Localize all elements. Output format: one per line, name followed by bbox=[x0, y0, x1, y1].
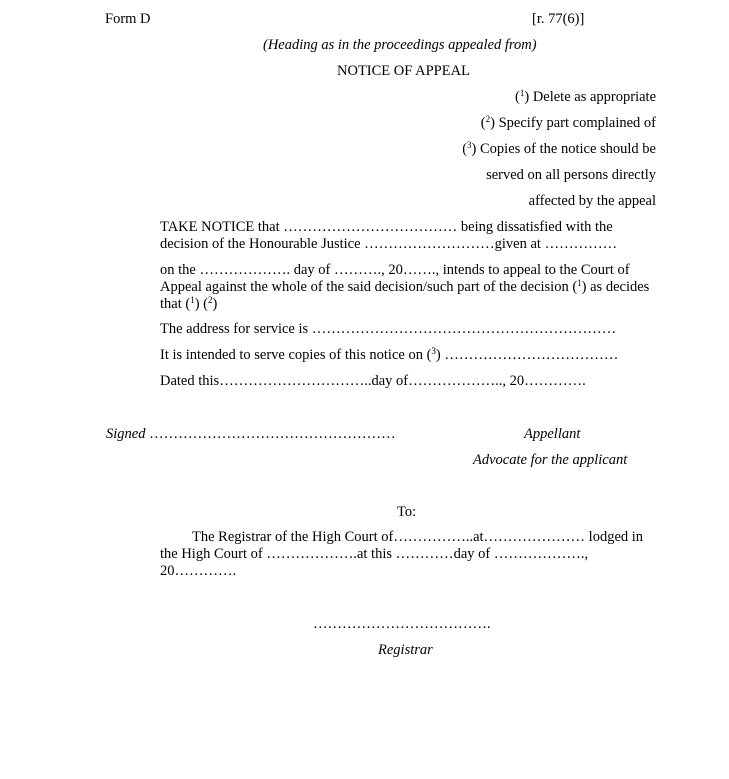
note-2-text: Specify part complained of bbox=[498, 115, 656, 131]
registrar-signature-dots: ………………………………. bbox=[313, 616, 491, 632]
rule-reference: [r. 77(6)] bbox=[532, 11, 585, 27]
address-for-service-line: The address for service is ……………………………………………………… bbox=[160, 321, 617, 337]
heading-note: (Heading as in the proceedings appealed from) bbox=[263, 37, 537, 53]
note-3-line-1: Copies of the notice should be bbox=[480, 141, 656, 157]
footnote-ref: 2 bbox=[208, 295, 213, 305]
margin-note-2: ($^2$) Specify part complained of bbox=[480, 114, 656, 131]
note-1-text: Delete as appropriate bbox=[532, 89, 656, 105]
intent-paragraph: on the ………………. day of ………., 20……., intends to appeal to the Court of Appeal against the whole of the said decision/such part of the decision ($^1$) as decides that ($^1$) ($^2$) bbox=[160, 262, 650, 312]
note-3-line-2: served on all persons directly bbox=[486, 167, 656, 183]
footnote-ref: 3 bbox=[431, 346, 436, 356]
signed-line bbox=[106, 426, 396, 443]
dated-line: Dated this…………………………..day of……………….., 20…………. bbox=[160, 373, 586, 389]
registrar-paragraph: The Registrar of the High Court of……………..at………………… lodged in the High Court of ……………….at this …………day of ………………., 20…………. bbox=[160, 529, 644, 579]
to-label: To: bbox=[397, 504, 417, 520]
margin-note-3: ($^3$) Copies of the notice should be bbox=[462, 140, 656, 157]
signed-dots: …………………………………………… bbox=[149, 426, 396, 442]
margin-note-1: ($^1$) Delete as appropriate bbox=[515, 88, 656, 105]
serve-copies-line: It is intended to serve copies of this notice on ($^3$) ……………………………… bbox=[160, 346, 619, 363]
signed-label: Signed bbox=[106, 426, 146, 442]
note-1-number: 1 bbox=[519, 88, 525, 98]
advocate-label: Advocate for the applicant bbox=[473, 452, 628, 468]
note-3-line-3: affected by the appeal bbox=[528, 193, 656, 209]
footnote-ref: 1 bbox=[577, 278, 582, 288]
footnote-ref: 1 bbox=[190, 295, 195, 305]
document-title: NOTICE OF APPEAL bbox=[337, 63, 470, 79]
registrar-label: Registrar bbox=[378, 642, 433, 658]
note-3-number: 3 bbox=[467, 140, 472, 150]
note-2-number: 2 bbox=[485, 114, 491, 124]
form-label: Form D bbox=[105, 11, 151, 27]
take-notice-paragraph: TAKE NOTICE that ……………………………… being dissatisfied with the decision of the Honourable Justice ………………………given at …………… bbox=[160, 219, 618, 252]
appellant-label: Appellant bbox=[524, 426, 581, 442]
